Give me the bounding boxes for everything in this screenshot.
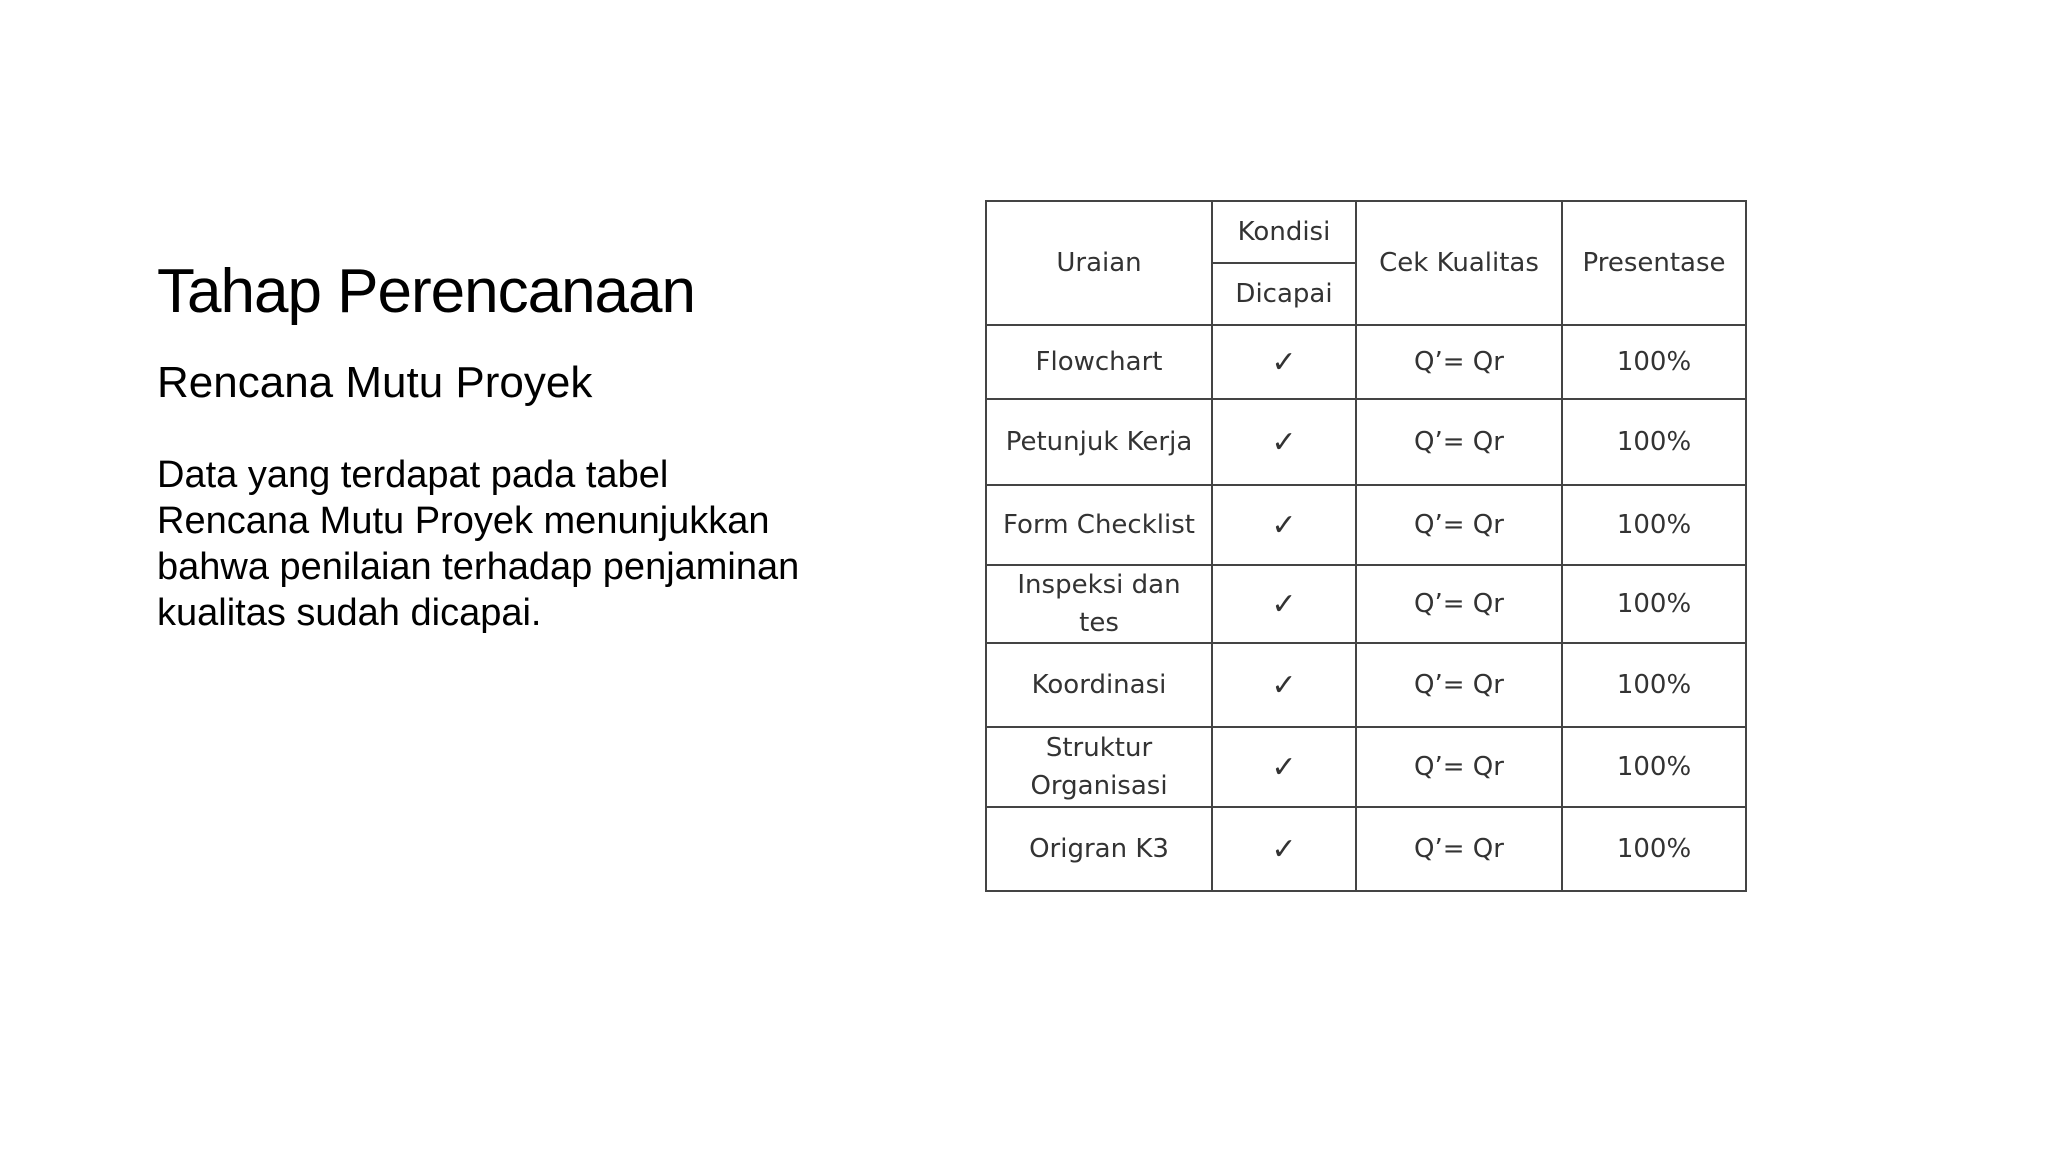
- kondisi-check-cell: ✓: [1212, 807, 1356, 891]
- cek-kualitas-cell: Q’= Qr: [1356, 565, 1562, 643]
- uraian-cell: [986, 643, 1212, 727]
- presentase-cell: 100%: [1562, 565, 1746, 643]
- presentase-cell: 100%: [1562, 643, 1746, 727]
- header-cek-kualitas: Cek Kualitas: [1356, 201, 1562, 325]
- table-row: [986, 807, 1746, 891]
- uraian-line: tes: [1079, 608, 1119, 638]
- quality-plan-table: [985, 200, 1747, 892]
- slide-subtitle: Rencana Mutu Proyek: [157, 358, 593, 407]
- uraian-line: Petunjuk Kerja: [1005, 427, 1193, 457]
- uraian-cell: [986, 565, 1212, 643]
- cek-kualitas-cell: Q’= Qr: [1356, 643, 1562, 727]
- table-row: [986, 325, 1746, 399]
- presentase-cell: 100%: [1562, 807, 1746, 891]
- cek-kualitas-cell: Q’= Qr: [1356, 727, 1562, 807]
- kondisi-check-cell: ✓: [1212, 565, 1356, 643]
- cek-kualitas-cell: Q’= Qr: [1356, 325, 1562, 399]
- header-dicapai: Dicapai: [1212, 263, 1356, 325]
- kondisi-check-cell: ✓: [1212, 325, 1356, 399]
- table-header-row: [986, 201, 1746, 263]
- uraian-cell: [986, 399, 1212, 485]
- table-row: [986, 643, 1746, 727]
- table-row: [986, 399, 1746, 485]
- uraian-cell: [986, 485, 1212, 565]
- slide-title: Tahap Perencanaan: [157, 257, 696, 326]
- kondisi-check-cell: ✓: [1212, 643, 1356, 727]
- uraian-cell: [986, 325, 1212, 399]
- table-row: [986, 565, 1746, 643]
- uraian-cell: [986, 727, 1212, 807]
- uraian-line: Form Checklist: [1003, 510, 1195, 540]
- table-row: [986, 727, 1746, 807]
- presentase-cell: 100%: [1562, 727, 1746, 807]
- uraian-line: Organisasi: [1030, 771, 1168, 801]
- cek-kualitas-cell: Q’= Qr: [1356, 485, 1562, 565]
- uraian-line: Struktur: [1045, 733, 1153, 763]
- presentase-cell: 100%: [1562, 399, 1746, 485]
- header-uraian: Uraian: [986, 201, 1212, 325]
- uraian-line: Inspeksi dan: [1017, 570, 1181, 600]
- uraian-line: Flowchart: [1035, 347, 1163, 377]
- table-row: [986, 485, 1746, 565]
- kondisi-check-cell: ✓: [1212, 727, 1356, 807]
- presentase-cell: 100%: [1562, 485, 1746, 565]
- header-presentase: Presentase: [1562, 201, 1746, 325]
- cek-kualitas-cell: Q’= Qr: [1356, 399, 1562, 485]
- cek-kualitas-cell: Q’= Qr: [1356, 807, 1562, 891]
- kondisi-check-cell: ✓: [1212, 399, 1356, 485]
- uraian-line: Origran K3: [1029, 834, 1169, 864]
- uraian-line: Koordinasi: [1031, 670, 1167, 700]
- presentase-cell: 100%: [1562, 325, 1746, 399]
- slide-body-text: Data yang terdapat pada tabel Rencana Mutu Proyek menunjukkan bahwa penilaian terhadap penjaminan kualitas sudah dicapai.: [157, 454, 800, 634]
- uraian-cell: [986, 807, 1212, 891]
- kondisi-check-cell: ✓: [1212, 485, 1356, 565]
- header-kondisi: Kondisi: [1212, 201, 1356, 263]
